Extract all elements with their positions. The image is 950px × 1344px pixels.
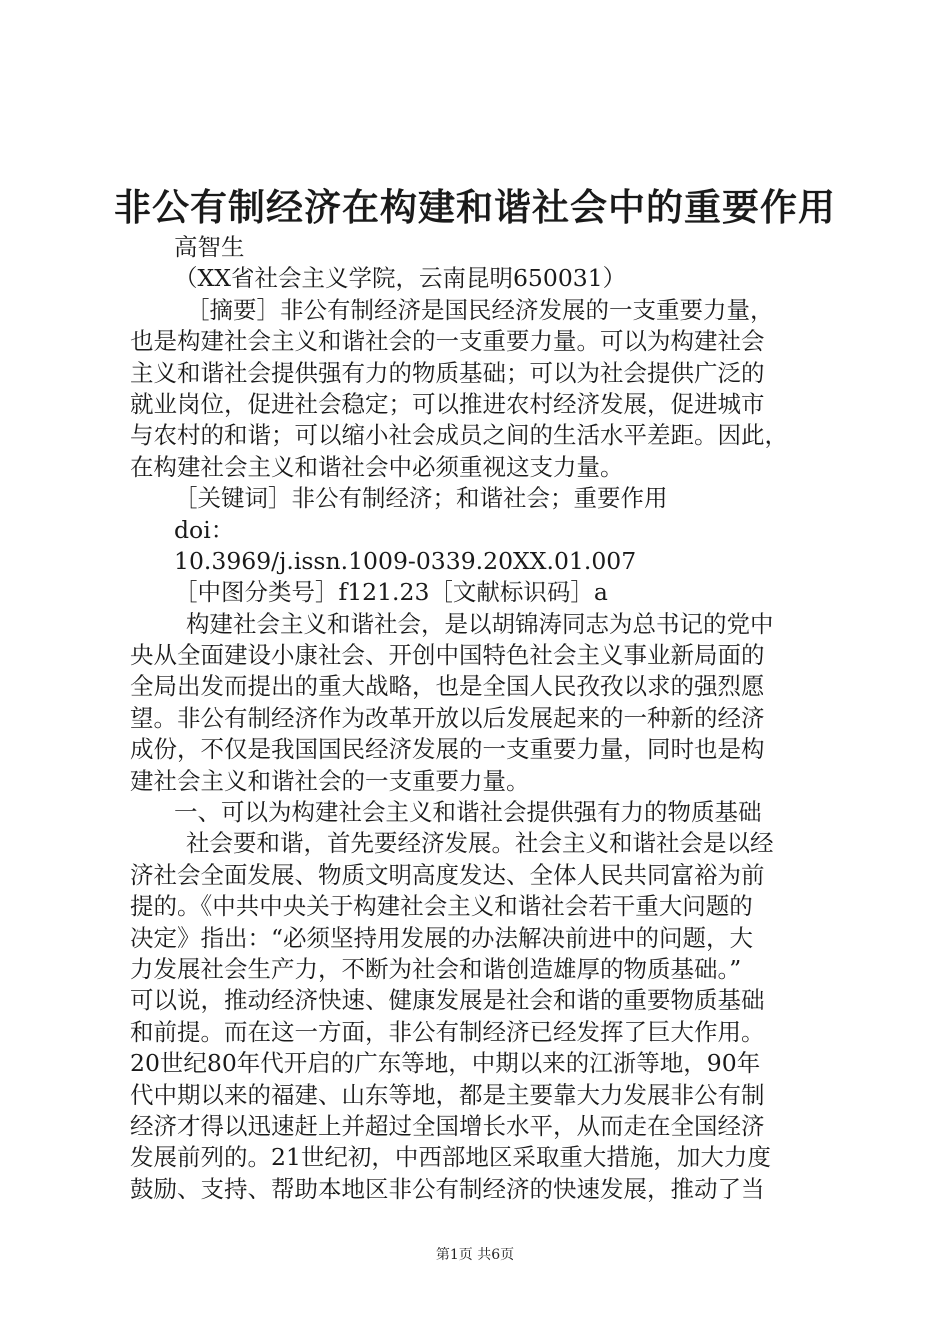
abstract-line: 在构建社会主义和谐社会中必须重视这支力量。 xyxy=(130,452,624,481)
document-body xyxy=(130,232,860,1205)
paragraph-line: 经济才得以迅速赶上并超过全国增长水平，从而走在全国经济 xyxy=(130,1111,765,1140)
paragraph-line: 决定》指出：“必须坚持用发展的办法解决前进中的问题，大 xyxy=(130,923,754,952)
abstract-line: 与农村的和谐；可以缩小社会成员之间的生活水平差距。因此， xyxy=(130,421,788,450)
paragraph-line: 可以说，推动经济快速、健康发展是社会和谐的重要物质基础 xyxy=(130,986,765,1015)
affiliation-line: （XX省社会主义学院，云南昆明650031） xyxy=(174,264,627,293)
paragraph-line: 成份，不仅是我国国民经济发展的一支重要力量，同时也是构 xyxy=(130,735,765,764)
paragraph-line: 提的。《中共中央关于构建社会主义和谐社会若干重大问题的 xyxy=(130,892,753,921)
doi-label: doi： xyxy=(174,515,235,544)
doi-value: 10.3969/j.issn.1009-0339.20XX.01.007 xyxy=(174,546,637,575)
paragraph-line: 济社会全面发展、物质文明高度发达、全体人民共同富裕为前 xyxy=(130,860,765,889)
paragraph-line: 央从全面建设小康社会、开创中国特色社会主义事业新局面的 xyxy=(130,641,765,670)
paragraph-line: 力发展社会生产力，不断为社会和谐创造雄厚的物质基础。” xyxy=(130,954,742,983)
abstract-line: ［摘要］非公有制经济是国民经济发展的一支重要力量， xyxy=(186,295,774,324)
classification-line: ［中图分类号］f121.23［文献标识码］a xyxy=(174,578,608,607)
paragraph-line: 鼓励、支持、帮助本地区非公有制经济的快速发展，推动了当 xyxy=(130,1174,765,1203)
keywords-line: ［关键词］非公有制经济；和谐社会；重要作用 xyxy=(174,484,668,513)
abstract-line: 主义和谐社会提供强有力的物质基础；可以为社会提供广泛的 xyxy=(130,358,765,387)
section-heading: 一、可以为构建社会主义和谐社会提供强有力的物质基础 xyxy=(174,798,762,827)
page-number: 第1页 共6页 xyxy=(435,1247,515,1263)
paragraph-line: 建社会主义和谐社会的一支重要力量。 xyxy=(130,766,530,795)
abstract-line: 也是构建社会主义和谐社会的一支重要力量。可以为构建社会 xyxy=(130,327,765,356)
paragraph-line: 社会要和谐，首先要经济发展。社会主义和谐社会是以经 xyxy=(186,829,774,858)
paragraph-line: 全局出发而提出的重大战略，也是全国人民孜孜以求的强烈愿 xyxy=(130,672,765,701)
paragraph-line: 构建社会主义和谐社会，是以胡锦涛同志为总书记的党中 xyxy=(186,609,774,638)
paragraph-line: 望。非公有制经济作为改革开放以后发展起来的一种新的经济 xyxy=(130,703,765,732)
paragraph-line: 发展前列的。21世纪初，中西部地区采取重大措施，加大力度 xyxy=(130,1143,771,1172)
document-title: 非公有制经济在构建和谐社会中的重要作用 xyxy=(114,186,836,229)
paragraph-line: 20世纪80年代开启的广东等地，中期以来的江浙等地，90年 xyxy=(130,1049,761,1078)
paragraph-line: 代中期以来的福建、山东等地，都是主要靠大力发展非公有制 xyxy=(130,1080,765,1109)
paragraph-line: 和前提。而在这一方面，非公有制经济已经发挥了巨大作用。 xyxy=(130,1017,765,1046)
abstract-line: 就业岗位，促进社会稳定；可以推进农村经济发展，促进城市 xyxy=(130,389,765,418)
author-line: 高智生 xyxy=(174,233,245,261)
